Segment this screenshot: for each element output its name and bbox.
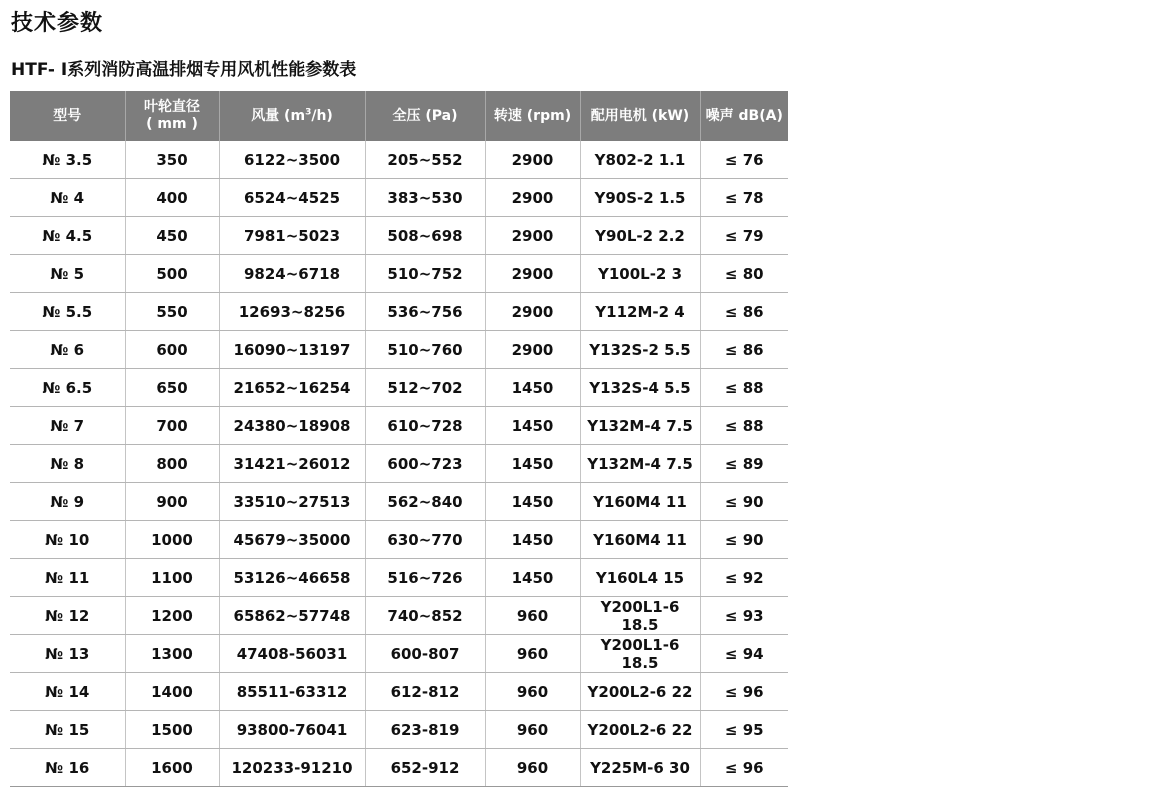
cell-model: № 10 (10, 521, 125, 559)
cell-total-pressure: 510~752 (365, 255, 485, 293)
cell-motor: Y802-2 1.1 (580, 141, 700, 179)
cell-airflow: 6122~3500 (219, 141, 365, 179)
table-row (10, 293, 788, 331)
header-noise (700, 91, 788, 141)
cell-impeller-diameter: 800 (125, 445, 219, 483)
cell-airflow: 53126~46658 (219, 559, 365, 597)
cell-noise: ≤ 90 (700, 521, 788, 559)
cell-impeller-diameter: 400 (125, 179, 219, 217)
header-airflow-sup: 3 (305, 106, 312, 117)
cell-speed: 960 (485, 711, 580, 749)
fan-performance-table (10, 91, 788, 787)
cell-airflow: 85511-63312 (219, 673, 365, 711)
cell-total-pressure: 205~552 (365, 141, 485, 179)
cell-motor: Y225M-6 30 (580, 749, 700, 787)
cell-airflow: 24380~18908 (219, 407, 365, 445)
header-impeller-diameter-label: 叶轮直径 (144, 99, 200, 115)
table-row (10, 635, 788, 673)
cell-speed: 2900 (485, 255, 580, 293)
cell-model: № 3.5 (10, 141, 125, 179)
cell-impeller-diameter: 550 (125, 293, 219, 331)
cell-speed: 1450 (485, 483, 580, 521)
table-row (10, 521, 788, 559)
cell-motor: Y132M-4 7.5 (580, 445, 700, 483)
table-row (10, 559, 788, 597)
header-total-pressure (365, 91, 485, 141)
header-model-label: 型号 (53, 107, 82, 124)
cell-airflow: 47408-56031 (219, 635, 365, 673)
cell-noise: ≤ 78 (700, 179, 788, 217)
cell-airflow: 45679~35000 (219, 521, 365, 559)
header-airflow-pre: 风量 (m (251, 107, 306, 124)
cell-airflow: 7981~5023 (219, 217, 365, 255)
header-airflow (219, 91, 365, 141)
cell-model: № 5.5 (10, 293, 125, 331)
cell-total-pressure: 600-807 (365, 635, 485, 673)
cell-total-pressure: 383~530 (365, 179, 485, 217)
cell-speed: 960 (485, 749, 580, 787)
cell-airflow: 93800-76041 (219, 711, 365, 749)
cell-speed: 1450 (485, 369, 580, 407)
cell-model: № 6 (10, 331, 125, 369)
table-row (10, 179, 788, 217)
cell-model: № 4.5 (10, 217, 125, 255)
cell-motor: Y160M4 11 (580, 483, 700, 521)
cell-motor: Y160L4 15 (580, 559, 700, 597)
cell-impeller-diameter: 1600 (125, 749, 219, 787)
cell-noise: ≤ 80 (700, 255, 788, 293)
cell-speed: 2900 (485, 141, 580, 179)
cell-total-pressure: 612-812 (365, 673, 485, 711)
cell-model: № 6.5 (10, 369, 125, 407)
cell-motor: Y100L-2 3 (580, 255, 700, 293)
table-row (10, 711, 788, 749)
cell-total-pressure: 623-819 (365, 711, 485, 749)
cell-model: № 7 (10, 407, 125, 445)
cell-airflow: 21652~16254 (219, 369, 365, 407)
cell-noise: ≤ 88 (700, 369, 788, 407)
cell-airflow: 9824~6718 (219, 255, 365, 293)
cell-impeller-diameter: 650 (125, 369, 219, 407)
cell-model: № 5 (10, 255, 125, 293)
cell-impeller-diameter: 1400 (125, 673, 219, 711)
header-total-pressure-label: 全压 (Pa) (392, 107, 458, 124)
header-impeller-diameter (125, 91, 219, 141)
table-row (10, 255, 788, 293)
cell-impeller-diameter: 450 (125, 217, 219, 255)
cell-impeller-diameter: 1200 (125, 597, 219, 635)
cell-model: № 11 (10, 559, 125, 597)
cell-total-pressure: 610~728 (365, 407, 485, 445)
cell-total-pressure: 516~726 (365, 559, 485, 597)
cell-model: № 15 (10, 711, 125, 749)
table-body (10, 141, 788, 787)
cell-impeller-diameter: 900 (125, 483, 219, 521)
table-row (10, 369, 788, 407)
cell-motor: Y200L1-6 18.5 (580, 635, 700, 673)
header-speed-label: 转速 (rpm) (493, 107, 572, 124)
cell-speed: 1450 (485, 407, 580, 445)
cell-airflow: 65862~57748 (219, 597, 365, 635)
cell-motor: Y132S-2 5.5 (580, 331, 700, 369)
table-title: HTF- Ⅰ系列消防高温排烟专用风机性能参数表 (11, 60, 357, 80)
cell-model: № 16 (10, 749, 125, 787)
cell-impeller-diameter: 1300 (125, 635, 219, 673)
cell-model: № 12 (10, 597, 125, 635)
header-airflow-post: /h) (311, 107, 333, 124)
header-speed (485, 91, 580, 141)
cell-motor: Y112M-2 4 (580, 293, 700, 331)
table-row (10, 331, 788, 369)
page-heading: 技术参数 (11, 11, 104, 36)
cell-model: № 9 (10, 483, 125, 521)
cell-airflow: 120233-91210 (219, 749, 365, 787)
cell-speed: 1450 (485, 445, 580, 483)
cell-speed: 2900 (485, 217, 580, 255)
table-row (10, 141, 788, 179)
cell-total-pressure: 512~702 (365, 369, 485, 407)
header-noise-label: 噪声 dB(A) (705, 107, 783, 124)
cell-model: № 14 (10, 673, 125, 711)
cell-speed: 960 (485, 635, 580, 673)
cell-impeller-diameter: 700 (125, 407, 219, 445)
cell-total-pressure: 536~756 (365, 293, 485, 331)
cell-motor: Y90S-2 1.5 (580, 179, 700, 217)
cell-total-pressure: 740~852 (365, 597, 485, 635)
cell-noise: ≤ 76 (700, 141, 788, 179)
cell-impeller-diameter: 1500 (125, 711, 219, 749)
table-header-row (10, 91, 788, 141)
cell-noise: ≤ 95 (700, 711, 788, 749)
table-row (10, 597, 788, 635)
cell-total-pressure: 510~760 (365, 331, 485, 369)
table-row (10, 217, 788, 255)
header-impeller-diameter-unit: ( mm ) (146, 116, 198, 132)
cell-airflow: 16090~13197 (219, 331, 365, 369)
cell-noise: ≤ 79 (700, 217, 788, 255)
cell-noise: ≤ 93 (700, 597, 788, 635)
cell-total-pressure: 652-912 (365, 749, 485, 787)
cell-impeller-diameter: 350 (125, 141, 219, 179)
cell-speed: 960 (485, 673, 580, 711)
cell-speed: 960 (485, 597, 580, 635)
cell-motor: Y160M4 11 (580, 521, 700, 559)
table-row (10, 483, 788, 521)
cell-noise: ≤ 86 (700, 293, 788, 331)
cell-motor: Y132M-4 7.5 (580, 407, 700, 445)
cell-motor: Y132S-4 5.5 (580, 369, 700, 407)
cell-speed: 1450 (485, 521, 580, 559)
cell-model: № 13 (10, 635, 125, 673)
cell-model: № 4 (10, 179, 125, 217)
cell-noise: ≤ 89 (700, 445, 788, 483)
cell-airflow: 12693~8256 (219, 293, 365, 331)
table-row (10, 445, 788, 483)
cell-speed: 2900 (485, 293, 580, 331)
cell-speed: 1450 (485, 559, 580, 597)
header-motor-label: 配用电机 (kW) (590, 107, 690, 124)
header-motor (580, 91, 700, 141)
table-row (10, 673, 788, 711)
cell-total-pressure: 600~723 (365, 445, 485, 483)
cell-model: № 8 (10, 445, 125, 483)
cell-noise: ≤ 96 (700, 673, 788, 711)
cell-impeller-diameter: 1000 (125, 521, 219, 559)
cell-impeller-diameter: 500 (125, 255, 219, 293)
cell-impeller-diameter: 1100 (125, 559, 219, 597)
cell-airflow: 31421~26012 (219, 445, 365, 483)
cell-noise: ≤ 92 (700, 559, 788, 597)
cell-noise: ≤ 94 (700, 635, 788, 673)
cell-total-pressure: 562~840 (365, 483, 485, 521)
cell-noise: ≤ 86 (700, 331, 788, 369)
cell-noise: ≤ 90 (700, 483, 788, 521)
cell-noise: ≤ 88 (700, 407, 788, 445)
cell-motor: Y90L-2 2.2 (580, 217, 700, 255)
cell-speed: 2900 (485, 179, 580, 217)
cell-airflow: 33510~27513 (219, 483, 365, 521)
cell-motor: Y200L2-6 22 (580, 711, 700, 749)
cell-total-pressure: 508~698 (365, 217, 485, 255)
cell-motor: Y200L2-6 22 (580, 673, 700, 711)
cell-total-pressure: 630~770 (365, 521, 485, 559)
table-row (10, 407, 788, 445)
cell-impeller-diameter: 600 (125, 331, 219, 369)
cell-motor: Y200L1-6 18.5 (580, 597, 700, 635)
cell-speed: 2900 (485, 331, 580, 369)
header-model (10, 91, 125, 141)
cell-noise: ≤ 96 (700, 749, 788, 787)
table-row (10, 749, 788, 787)
cell-airflow: 6524~4525 (219, 179, 365, 217)
